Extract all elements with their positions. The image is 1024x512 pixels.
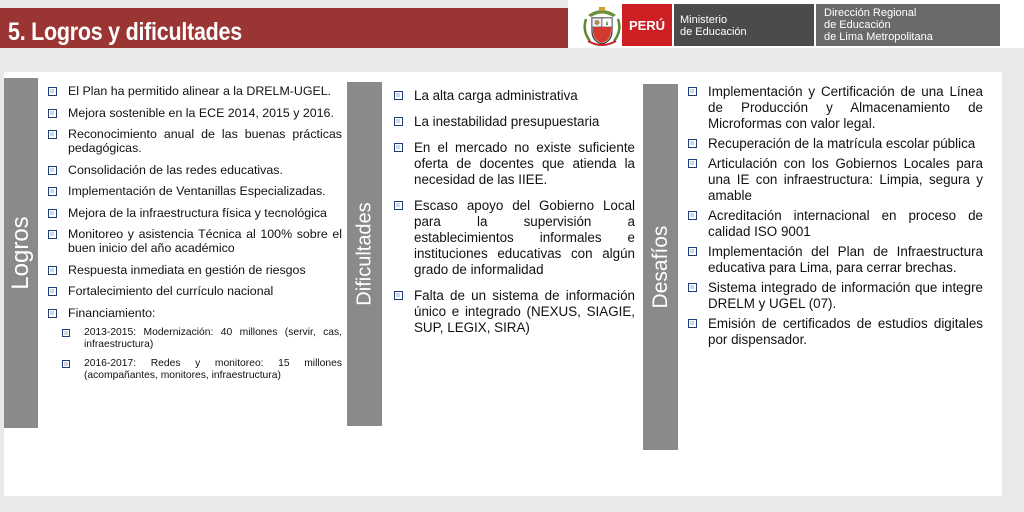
checkbox-bullet-icon — [48, 166, 57, 175]
dificultades-list — [392, 88, 635, 346]
checkbox-bullet-icon — [48, 230, 57, 239]
list-item: Implementación de Ventanillas Especializadas. — [46, 184, 342, 198]
list-item: Fortalecimiento del currículo nacional — [46, 284, 342, 298]
desafios-section-label: Desafíos — [643, 84, 678, 450]
list-item: Articulación con los Gobiernos Locales para una IE con infraestructura: Limpia, segura y amable — [686, 156, 983, 204]
checkbox-bullet-icon — [62, 329, 70, 337]
list-item: Emisión de certificados de estudios digitales por dispensador. — [686, 316, 983, 348]
list-item: Reconocimiento anual de las buenas prácticas pedagógicas. — [46, 127, 342, 155]
ministry-line-1: Ministerio — [680, 14, 728, 26]
peru-logo: PERÚ — [622, 4, 672, 46]
list-item: Sistema integrado de información que integre DRELM y UGEL (07). — [686, 280, 983, 312]
checkbox-bullet-icon — [394, 143, 403, 152]
list-item: La inestabilidad presupuestaria — [392, 114, 635, 130]
desafios-list — [686, 84, 983, 352]
checkbox-bullet-icon — [394, 201, 403, 210]
list-item: Monitoreo y asistencia Técnica al 100% sobre el buen inicio del año académico — [46, 227, 342, 255]
list-item: El Plan ha permitido alinear a la DRELM-UGEL. — [46, 84, 342, 98]
dificultades-section-label: Dificultades — [347, 82, 382, 426]
checkbox-bullet-icon — [62, 360, 70, 368]
sub-list-item: 2016-2017: Redes y monitoreo: 15 millones (acompañantes, monitores, infraestructura) — [46, 358, 342, 382]
sub-list-item: 2013-2015: Modernización: 40 millones (servir, cas, infraestructura) — [46, 327, 342, 351]
list-item: Recuperación de la matrícula escolar pública — [686, 136, 983, 152]
list-item: Mejora sostenible en la ECE 2014, 2015 y 2016. — [46, 106, 342, 120]
checkbox-bullet-icon — [688, 139, 697, 148]
checkbox-bullet-icon — [48, 309, 57, 318]
list-item: Escaso apoyo del Gobierno Local para la supervisión a establecimientos informales e instituciones educativas con algún grado de informalidad — [392, 198, 635, 278]
list-item: Mejora de la infraestructura física y tecnológica — [46, 206, 342, 220]
checkbox-bullet-icon — [688, 159, 697, 168]
checkbox-bullet-icon — [688, 283, 697, 292]
logros-list — [46, 84, 342, 389]
checkbox-bullet-icon — [48, 287, 57, 296]
ministry-line-2: de Educación — [680, 26, 747, 38]
list-item: La alta carga administrativa — [392, 88, 635, 104]
checkbox-bullet-icon — [48, 266, 57, 275]
page-title: 5. Logros y dificultades — [8, 18, 242, 46]
list-item: En el mercado no existe suficiente oferta de docentes que atienda la necesidad de las IIEE. — [392, 140, 635, 188]
list-item: Consolidación de las redes educativas. — [46, 163, 342, 177]
ministry-logo — [674, 4, 814, 46]
checkbox-bullet-icon — [394, 117, 403, 126]
list-item: Acreditación internacional en proceso de calidad ISO 9001 — [686, 208, 983, 240]
directorate-line-3: de Lima Metropolitana — [824, 31, 933, 43]
directorate-line-1: Dirección Regional — [824, 7, 917, 19]
coat-of-arms-icon — [580, 3, 624, 47]
title-bar — [0, 8, 568, 48]
checkbox-bullet-icon — [688, 247, 697, 256]
checkbox-bullet-icon — [394, 91, 403, 100]
checkbox-bullet-icon — [48, 130, 57, 139]
checkbox-bullet-icon — [48, 209, 57, 218]
checkbox-bullet-icon — [394, 291, 403, 300]
list-item: Falta de un sistema de información único e integrado (NEXUS, SIAGIE, SUP, LEGIX, SIRA) — [392, 288, 635, 336]
checkbox-bullet-icon — [48, 109, 57, 118]
list-item: Financiamiento: — [46, 306, 342, 320]
checkbox-bullet-icon — [688, 211, 697, 220]
logros-section-label: Logros — [4, 78, 38, 428]
directorate-logo — [816, 4, 1000, 46]
checkbox-bullet-icon — [48, 187, 57, 196]
checkbox-bullet-icon — [48, 87, 57, 96]
checkbox-bullet-icon — [688, 87, 697, 96]
checkbox-bullet-icon — [688, 319, 697, 328]
list-item: Respuesta inmediata en gestión de riesgos — [46, 263, 342, 277]
directorate-line-2: de Educación — [824, 19, 891, 31]
list-item: Implementación y Certificación de una Línea de Producción y Almacenamiento de Microformas con valor legal. — [686, 84, 983, 132]
list-item: Implementación del Plan de Infraestructura educativa para Lima, para cerrar brechas. — [686, 244, 983, 276]
